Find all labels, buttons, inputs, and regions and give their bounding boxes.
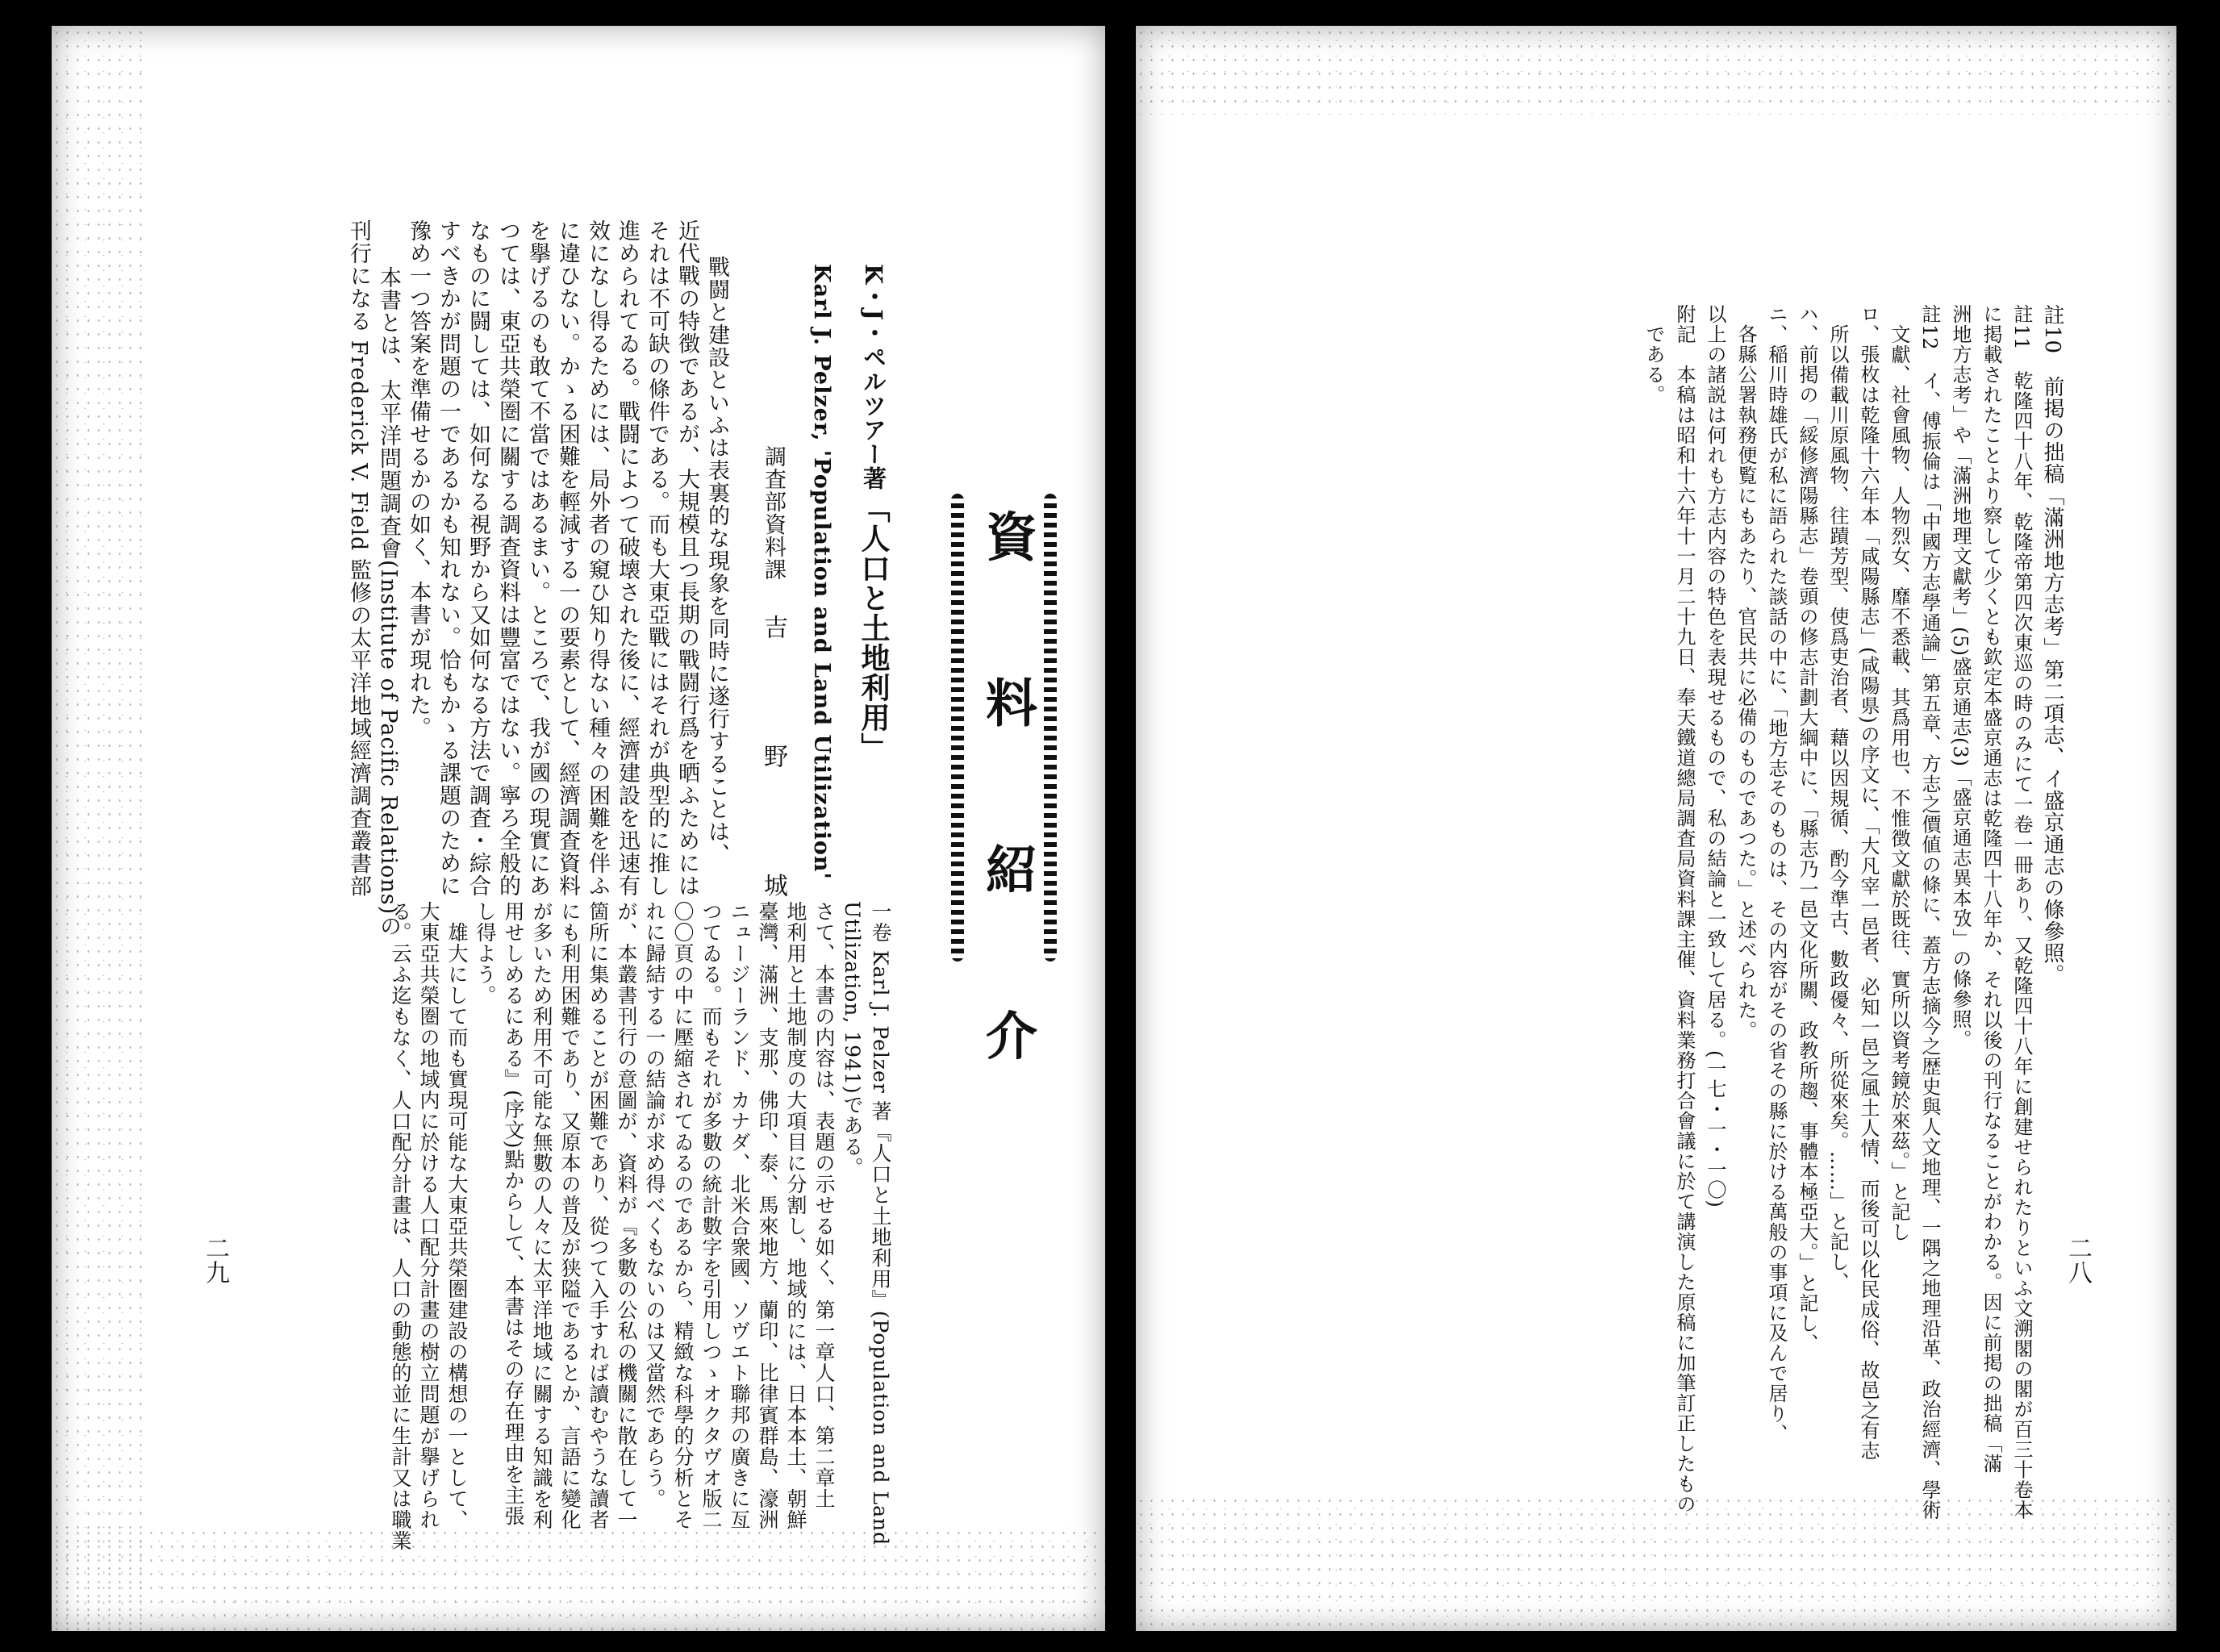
note-col: ロ、張枚は乾隆十六年本「咸陽縣志」(咸陽県)の序文に、「大凡宰一邑者、必知一邑之風土人情、而後可以化民成俗、故邑之有志 [1857, 304, 1880, 1461]
byline-book-title: 「人口と土地利用」 [857, 494, 891, 762]
body-col: Utilization, 1941)である。 [841, 901, 864, 1179]
paper-noise [52, 26, 148, 1631]
body-col: 近代戰の特徴であるが、大規模且つ長期の戰闘行爲を晒ふためには [674, 219, 699, 897]
body-col: を擧げるのも敢て不當ではあるまい。ところで、我が國の現實にあ [525, 219, 550, 897]
body-col: 一卷 Karl J. Pelzer 著『人口と土地利用』(Population and Land [869, 901, 892, 1546]
note-col: ハ、前掲の「綏修濟陽縣志」卷頭の修志計劃大綱中に、「縣志乃一邑文化所關、政教所趨、事體本極亞大。」と記し、 [1796, 304, 1818, 1354]
note-col: 註12 イ、傅振倫は「中國方志學通論」第五章、方志之價値の條に、蓋方志摘今之歴史與人文地理、一隅之地理沿革、政治經濟、學術 [1918, 304, 1941, 1521]
body-col: 戰闘と建設といふは表裏的な現象を同時に遂行することは、 [704, 256, 729, 866]
note-col: 洲地方志考」や「滿洲地理文獻考」(5)盛京通志(3)「盛京通志異本攷」の條參照。 [1949, 304, 1972, 1049]
paper-noise [52, 1526, 1105, 1631]
page-number: 二八 [2064, 1236, 2092, 1284]
body-col: 效になし得るためには、局外者の窺ひ知り得ない種々の困難を伴ふ [585, 219, 610, 897]
left-page [52, 26, 1105, 1631]
body-col: が多いため利用不可能な無數の人々に太平洋地域に關する知識を利 [530, 901, 553, 1530]
body-col: にも利用困難であり、又原本の普及が狭隘であるとか、言語に變化 [558, 901, 582, 1530]
body-col: 用せしめるにある』(序文)點からして、本書はその存在理由を主張 [502, 901, 525, 1527]
body-col: れに歸結する一の結論が求め得べくもないのは又當然であらう。 [643, 901, 666, 1509]
right-page [1136, 26, 2176, 1631]
body-col: し得よう。 [474, 901, 497, 1006]
byline-author: K・J・ペルツアー著 [860, 264, 887, 490]
body-col: つては、東亞共榮圏に關する調査資料は豐富ではない。寧ろ全般的 [495, 219, 520, 897]
title-border-right [1044, 494, 1057, 962]
note-col: 各縣公署執務便覧にもあたり、官民共に必備のものであつた。」と述べられた。 [1734, 304, 1757, 1041]
body-col: 〇〇頁の中に壓縮されてゐるのであるから、精緻な科學的分析とそ [671, 901, 695, 1530]
section-title: 資 料 紹 介 [977, 510, 1037, 1109]
note-col: 以上の諸説は何れも方志内容の特色を表現せるもので、私の結論と一致して居る。(一七・一・一〇) [1704, 304, 1726, 1208]
note-col: 文獻、社會風物、人物烈女、靡不悉載、其爲用也、不惟徴文獻於既往、實所以資考鏡於來茲。」と記し [1888, 304, 1910, 1242]
paper-noise [1136, 26, 2176, 115]
body-col: 大東亞共榮圏の地域内に於ける人口配分計畫の樹立問題が擧げられ [417, 901, 440, 1530]
body-col: 本書とは、太平洋問題調査會(Institute of Pacific Relations)の [376, 244, 401, 938]
page-number: 二九 [201, 1236, 229, 1284]
note-col: 註11 乾隆四十八年、乾隆帝第四次東巡の時のみにて一卷一冊あり、又乾隆四十八年に創建せられたりといふ文溯閣の閣が百三十卷本 [2010, 304, 2033, 1521]
body-col: に違ひない。かゝる困難を輕減する一の要素として、經濟調査資料 [555, 219, 580, 897]
byline-department: 調査部資料課 [761, 445, 786, 581]
body-col: が、本叢書刊行の意圖が、資料が『多數の公私の機關に散在して一 [615, 901, 638, 1530]
body-col: それは不可缺の條件である。而も大東亞戰にはそれが典型的に推し [645, 219, 670, 897]
note-col: 附記 本稿は昭和十六年十一月二十九日、奉天鐵道總局調査局資料課主催、資料業務打合會議に於て講演した原稿に加筆訂正したもの [1673, 304, 1696, 1514]
note-col: に掲載されたことより察して少くとも欽定本盛京通志は乾隆四十八年か、それ以後の刊行なることがわかる。因に前掲の拙稿「滿 [1980, 304, 2002, 1474]
body-col: なものに闘しては、如何なる視野から又如何なる方法で調査・綜合 [465, 219, 490, 897]
body-col: 雄大にして而も實現可能な大東亞共榮圏建設の構想の一として、 [445, 901, 469, 1530]
note-col: ニ、稲川時雄氏が私に語られた談話の中に、「地方志そのものは、その内容がその省その縣に於ける萬般の事項に及んで居り、 [1765, 304, 1788, 1444]
body-col: 進められてゐる。戰闘によつて破壊された後に、經濟建設を迅速有 [615, 219, 640, 897]
body-col: る。云ふ迄もなく、人口配分計畫は、人口の動態的並に生計又は職業 [389, 901, 412, 1551]
body-col: さて、本書の内容は、表題の示せる如く、第一章人口、第二章土 [812, 901, 836, 1509]
body-col: 臺灣、滿洲、支那、佛印、泰、馬來地方、蘭印、比律賓群島、濠洲 [756, 901, 779, 1530]
note-col: 所以備載川原風物、往蹟芳型、使爲吏治者、藉以因規循、酌今準古、數政優々、所從來矣。……」と記し、 [1826, 304, 1849, 1292]
byline-author-name: 吉 野 城 [759, 615, 787, 937]
note-col: である。 [1642, 304, 1665, 405]
body-col: 箇所に集めることが困難であり、從つて入手すれば讀むやうな讀者 [586, 901, 610, 1530]
body-col: ニュージーランド、カナダ、北米合衆國、ソヴエト聯邦の廣きに亙 [728, 901, 751, 1530]
body-col: 豫め一つ答案を準備せるかの如く、本書が現れた。 [406, 219, 431, 739]
body-col: つてゐる。而もそれが多數の統計數字を引用しつゝオクタヴオ版二 [699, 901, 723, 1530]
note-col: 註10 前掲の拙稿「滿洲地方志考」第二項志、イ盛京通志の條參照。 [2040, 304, 2064, 987]
title-border-left [951, 494, 964, 962]
byline-original-title: Karl J. Pelzer, 'Population and Land Utilization' [809, 264, 834, 880]
body-col: 地利用と土地制度の大項目に分割し、地域的には、日本本土、朝鮮 [784, 901, 807, 1530]
body-col: 刊行になる Frederick V. Field 監修の太平洋地域經濟調査叢書部 [346, 219, 371, 898]
body-col: すべきかが問題の一であるかも知れない。恰もかゝる課題のために [436, 219, 461, 897]
